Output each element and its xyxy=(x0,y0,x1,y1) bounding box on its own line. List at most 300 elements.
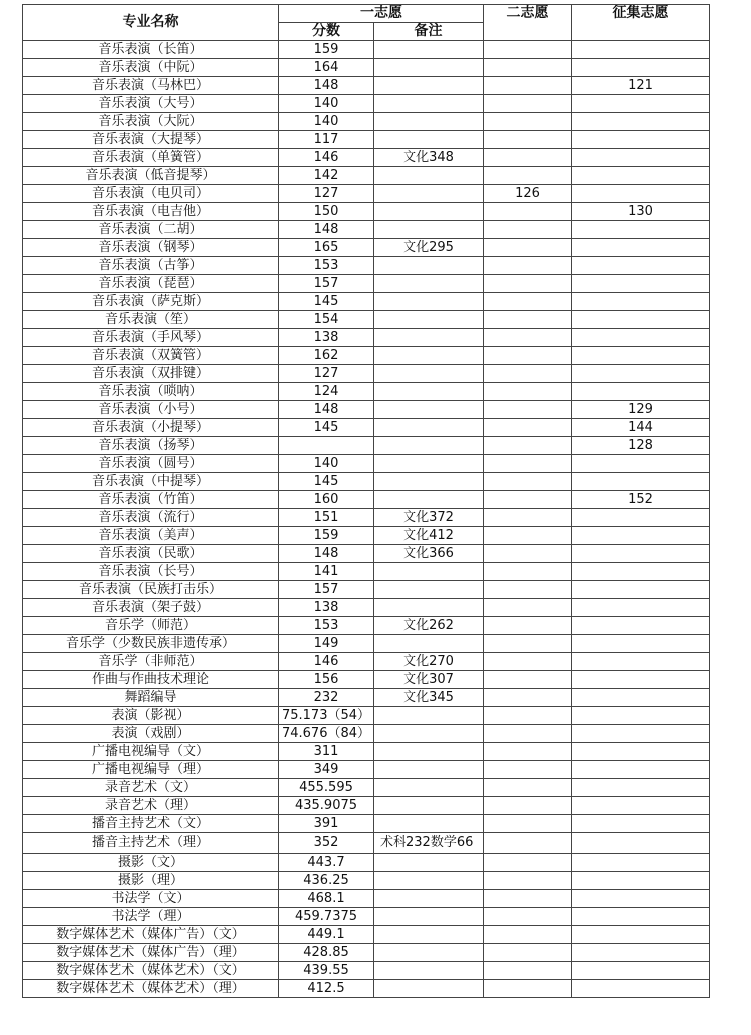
cell-second-choice xyxy=(484,329,572,347)
cell-note xyxy=(374,599,484,617)
cell-second-choice xyxy=(484,707,572,725)
cell-note xyxy=(374,329,484,347)
cell-levy-choice xyxy=(572,797,710,815)
cell-second-choice xyxy=(484,797,572,815)
cell-major: 录音艺术（文） xyxy=(23,779,279,797)
cell-second-choice xyxy=(484,401,572,419)
cell-note xyxy=(374,908,484,926)
table-row xyxy=(23,962,710,980)
header-note: 备注 xyxy=(374,23,484,41)
cell-major: 音乐表演（手风琴） xyxy=(23,329,279,347)
cell-levy-choice xyxy=(572,599,710,617)
cell-major: 音乐表演（扬琴） xyxy=(23,437,279,455)
cell-note xyxy=(374,113,484,131)
table-row xyxy=(23,908,710,926)
cell-major: 音乐表演（大提琴） xyxy=(23,131,279,149)
cell-note xyxy=(374,131,484,149)
cell-major: 音乐表演（长笛） xyxy=(23,41,279,59)
cell-score: 150 xyxy=(279,203,374,221)
cell-note xyxy=(374,59,484,77)
cell-note xyxy=(374,944,484,962)
cell-note: 文化348 xyxy=(374,149,484,167)
cell-levy-choice xyxy=(572,926,710,944)
cell-note xyxy=(374,203,484,221)
cell-levy-choice xyxy=(572,95,710,113)
cell-score: 156 xyxy=(279,671,374,689)
cell-score: 142 xyxy=(279,167,374,185)
cell-major: 音乐学（少数民族非遗传承） xyxy=(23,635,279,653)
cell-score: 459.7375 xyxy=(279,908,374,926)
cell-second-choice xyxy=(484,854,572,872)
cell-note xyxy=(374,257,484,275)
table-row xyxy=(23,671,710,689)
cell-major: 音乐表演（唢呐） xyxy=(23,383,279,401)
cell-second-choice xyxy=(484,347,572,365)
cell-second-choice xyxy=(484,149,572,167)
cell-score: 151 xyxy=(279,509,374,527)
cell-score: 145 xyxy=(279,473,374,491)
cell-second-choice xyxy=(484,311,572,329)
table-row xyxy=(23,509,710,527)
cell-note xyxy=(374,980,484,998)
cell-note xyxy=(374,95,484,113)
cell-levy-choice xyxy=(572,653,710,671)
cell-score: 159 xyxy=(279,41,374,59)
cell-note xyxy=(374,401,484,419)
cell-second-choice xyxy=(484,581,572,599)
cell-levy-choice xyxy=(572,257,710,275)
table-row xyxy=(23,797,710,815)
cell-levy-choice: 130 xyxy=(572,203,710,221)
cell-note xyxy=(374,293,484,311)
cell-score: 141 xyxy=(279,563,374,581)
table-row xyxy=(23,761,710,779)
cell-major: 数字媒体艺术（媒体艺术）（文） xyxy=(23,962,279,980)
cell-score: 157 xyxy=(279,581,374,599)
cell-score: 140 xyxy=(279,95,374,113)
cell-score: 148 xyxy=(279,77,374,95)
cell-score: 428.85 xyxy=(279,944,374,962)
table-row xyxy=(23,329,710,347)
cell-note xyxy=(374,563,484,581)
cell-score: 449.1 xyxy=(279,926,374,944)
cell-second-choice xyxy=(484,167,572,185)
cell-note xyxy=(374,473,484,491)
cell-note: 文化270 xyxy=(374,653,484,671)
cell-second-choice xyxy=(484,725,572,743)
cell-note xyxy=(374,167,484,185)
header-first-choice: 一志愿 xyxy=(279,5,484,23)
cell-score: 153 xyxy=(279,617,374,635)
cell-note xyxy=(374,707,484,725)
cell-score: 439.55 xyxy=(279,962,374,980)
cell-second-choice xyxy=(484,617,572,635)
cell-note xyxy=(374,437,484,455)
cell-second-choice xyxy=(484,365,572,383)
cell-levy-choice xyxy=(572,689,710,707)
cell-note xyxy=(374,491,484,509)
cell-score: 148 xyxy=(279,401,374,419)
table-row xyxy=(23,635,710,653)
table-row xyxy=(23,725,710,743)
cell-score: 138 xyxy=(279,599,374,617)
cell-second-choice xyxy=(484,779,572,797)
cell-second-choice xyxy=(484,419,572,437)
cell-major: 音乐表演（马林巴） xyxy=(23,77,279,95)
cell-major: 音乐表演（架子鼓） xyxy=(23,599,279,617)
cell-note xyxy=(374,761,484,779)
cell-major: 音乐表演（电吉他） xyxy=(23,203,279,221)
table-row xyxy=(23,926,710,944)
cell-note xyxy=(374,275,484,293)
admission-score-table xyxy=(22,4,710,998)
table-row xyxy=(23,491,710,509)
cell-major: 音乐表演（二胡） xyxy=(23,221,279,239)
cell-levy-choice xyxy=(572,779,710,797)
cell-score: 127 xyxy=(279,185,374,203)
cell-note xyxy=(374,365,484,383)
table-row xyxy=(23,185,710,203)
cell-levy-choice xyxy=(572,908,710,926)
cell-note: 文化307 xyxy=(374,671,484,689)
table-row xyxy=(23,203,710,221)
cell-note: 文化412 xyxy=(374,527,484,545)
header-levy-choice: 征集志愿 xyxy=(572,5,710,41)
cell-levy-choice xyxy=(572,185,710,203)
cell-score: 146 xyxy=(279,149,374,167)
cell-score: 165 xyxy=(279,239,374,257)
cell-levy-choice xyxy=(572,890,710,908)
cell-score: 443.7 xyxy=(279,854,374,872)
cell-note xyxy=(374,797,484,815)
cell-note xyxy=(374,347,484,365)
cell-score: 468.1 xyxy=(279,890,374,908)
cell-score: 145 xyxy=(279,293,374,311)
cell-second-choice xyxy=(484,113,572,131)
cell-major: 音乐表演（民族打击乐） xyxy=(23,581,279,599)
cell-major: 书法学（文） xyxy=(23,890,279,908)
cell-levy-choice xyxy=(572,944,710,962)
table-row xyxy=(23,473,710,491)
cell-score: 140 xyxy=(279,113,374,131)
cell-note: 术科232数学66 xyxy=(374,833,484,854)
cell-score: 311 xyxy=(279,743,374,761)
cell-second-choice xyxy=(484,926,572,944)
table-row xyxy=(23,653,710,671)
cell-note xyxy=(374,185,484,203)
table-row xyxy=(23,401,710,419)
cell-levy-choice xyxy=(572,383,710,401)
cell-second-choice xyxy=(484,257,572,275)
cell-second-choice xyxy=(484,815,572,833)
cell-second-choice xyxy=(484,275,572,293)
cell-levy-choice xyxy=(572,617,710,635)
cell-major: 音乐表演（中阮） xyxy=(23,59,279,77)
cell-levy-choice: 144 xyxy=(572,419,710,437)
table-row xyxy=(23,347,710,365)
table-row xyxy=(23,689,710,707)
cell-score xyxy=(279,437,374,455)
cell-levy-choice xyxy=(572,473,710,491)
cell-score: 127 xyxy=(279,365,374,383)
cell-major: 音乐表演（双簧管） xyxy=(23,347,279,365)
table-row xyxy=(23,545,710,563)
cell-levy-choice xyxy=(572,239,710,257)
cell-second-choice xyxy=(484,509,572,527)
cell-levy-choice xyxy=(572,815,710,833)
cell-levy-choice xyxy=(572,854,710,872)
cell-major: 摄影（理） xyxy=(23,872,279,890)
table-row xyxy=(23,455,710,473)
table-row xyxy=(23,872,710,890)
cell-score: 436.25 xyxy=(279,872,374,890)
cell-major: 音乐表演（竹笛） xyxy=(23,491,279,509)
cell-note xyxy=(374,419,484,437)
cell-major: 音乐表演（中提琴） xyxy=(23,473,279,491)
cell-second-choice xyxy=(484,944,572,962)
cell-levy-choice xyxy=(572,725,710,743)
cell-levy-choice xyxy=(572,761,710,779)
cell-second-choice xyxy=(484,437,572,455)
cell-note xyxy=(374,383,484,401)
cell-note: 文化345 xyxy=(374,689,484,707)
cell-levy-choice xyxy=(572,221,710,239)
cell-major: 表演（戏剧） xyxy=(23,725,279,743)
cell-major: 广播电视编导（理） xyxy=(23,761,279,779)
cell-second-choice xyxy=(484,872,572,890)
cell-levy-choice xyxy=(572,167,710,185)
cell-major: 摄影（文） xyxy=(23,854,279,872)
cell-major: 音乐表演（单簧管） xyxy=(23,149,279,167)
cell-levy-choice xyxy=(572,149,710,167)
cell-note xyxy=(374,41,484,59)
cell-second-choice xyxy=(484,671,572,689)
cell-note: 文化372 xyxy=(374,509,484,527)
cell-major: 音乐表演（古筝） xyxy=(23,257,279,275)
cell-score: 138 xyxy=(279,329,374,347)
cell-second-choice xyxy=(484,635,572,653)
cell-score: 154 xyxy=(279,311,374,329)
cell-second-choice xyxy=(484,95,572,113)
table-row xyxy=(23,41,710,59)
cell-major: 音乐表演（小提琴） xyxy=(23,419,279,437)
cell-note xyxy=(374,221,484,239)
table-row xyxy=(23,77,710,95)
cell-score: 146 xyxy=(279,653,374,671)
table-row xyxy=(23,779,710,797)
table-row xyxy=(23,59,710,77)
cell-score: 352 xyxy=(279,833,374,854)
cell-major: 音乐表演（流行） xyxy=(23,509,279,527)
table-row xyxy=(23,419,710,437)
cell-major: 音乐表演（低音提琴） xyxy=(23,167,279,185)
cell-score: 148 xyxy=(279,221,374,239)
cell-major: 数字媒体艺术（媒体艺术）（理） xyxy=(23,980,279,998)
cell-second-choice xyxy=(484,527,572,545)
cell-second-choice xyxy=(484,599,572,617)
cell-major: 音乐表演（笙） xyxy=(23,311,279,329)
cell-second-choice xyxy=(484,908,572,926)
cell-score: 117 xyxy=(279,131,374,149)
cell-major: 音乐学（非师范） xyxy=(23,653,279,671)
table-row xyxy=(23,815,710,833)
cell-levy-choice xyxy=(572,59,710,77)
cell-second-choice xyxy=(484,833,572,854)
table-row xyxy=(23,131,710,149)
cell-note xyxy=(374,455,484,473)
cell-major: 音乐表演（大号） xyxy=(23,95,279,113)
table-row xyxy=(23,167,710,185)
cell-levy-choice xyxy=(572,581,710,599)
cell-levy-choice: 129 xyxy=(572,401,710,419)
cell-second-choice xyxy=(484,962,572,980)
cell-score: 391 xyxy=(279,815,374,833)
cell-score: 153 xyxy=(279,257,374,275)
cell-second-choice xyxy=(484,77,572,95)
cell-score: 149 xyxy=(279,635,374,653)
cell-second-choice xyxy=(484,890,572,908)
cell-score: 162 xyxy=(279,347,374,365)
cell-second-choice xyxy=(484,491,572,509)
cell-score: 412.5 xyxy=(279,980,374,998)
table-row xyxy=(23,275,710,293)
cell-second-choice xyxy=(484,761,572,779)
table-row xyxy=(23,944,710,962)
table-row xyxy=(23,563,710,581)
cell-levy-choice: 152 xyxy=(572,491,710,509)
cell-second-choice xyxy=(484,293,572,311)
cell-levy-choice xyxy=(572,671,710,689)
cell-note xyxy=(374,581,484,599)
cell-levy-choice: 128 xyxy=(572,437,710,455)
table-row xyxy=(23,743,710,761)
cell-score: 124 xyxy=(279,383,374,401)
cell-major: 音乐表演（民歌） xyxy=(23,545,279,563)
cell-note xyxy=(374,872,484,890)
table-row xyxy=(23,311,710,329)
table-row xyxy=(23,527,710,545)
table-row xyxy=(23,257,710,275)
cell-levy-choice xyxy=(572,293,710,311)
cell-note xyxy=(374,779,484,797)
cell-levy-choice xyxy=(572,131,710,149)
cell-major: 音乐表演（大阮） xyxy=(23,113,279,131)
cell-major: 播音主持艺术（文） xyxy=(23,815,279,833)
table-row xyxy=(23,149,710,167)
cell-second-choice xyxy=(484,545,572,563)
cell-levy-choice xyxy=(572,347,710,365)
cell-major: 音乐表演（美声） xyxy=(23,527,279,545)
cell-major: 表演（影视） xyxy=(23,707,279,725)
cell-major: 音乐表演（小号） xyxy=(23,401,279,419)
cell-levy-choice xyxy=(572,980,710,998)
cell-levy-choice xyxy=(572,635,710,653)
cell-major: 播音主持艺术（理） xyxy=(23,833,279,854)
cell-score: 455.595 xyxy=(279,779,374,797)
cell-levy-choice xyxy=(572,113,710,131)
table-row xyxy=(23,95,710,113)
cell-levy-choice xyxy=(572,962,710,980)
cell-second-choice xyxy=(484,455,572,473)
cell-major: 音乐表演（长号） xyxy=(23,563,279,581)
table-row xyxy=(23,617,710,635)
cell-score: 349 xyxy=(279,761,374,779)
cell-note xyxy=(374,926,484,944)
cell-levy-choice xyxy=(572,527,710,545)
cell-note xyxy=(374,962,484,980)
cell-note: 文化366 xyxy=(374,545,484,563)
cell-note xyxy=(374,890,484,908)
cell-score: 435.9075 xyxy=(279,797,374,815)
header-major: 专业名称 xyxy=(23,5,279,41)
cell-score: 232 xyxy=(279,689,374,707)
cell-second-choice xyxy=(484,563,572,581)
cell-levy-choice xyxy=(572,41,710,59)
table-row xyxy=(23,239,710,257)
cell-levy-choice xyxy=(572,455,710,473)
cell-note: 文化262 xyxy=(374,617,484,635)
cell-score: 75.173（54） xyxy=(279,707,374,725)
cell-levy-choice xyxy=(572,872,710,890)
cell-score: 145 xyxy=(279,419,374,437)
cell-major: 数字媒体艺术（媒体广告）（理） xyxy=(23,944,279,962)
cell-score: 164 xyxy=(279,59,374,77)
cell-levy-choice xyxy=(572,545,710,563)
table-row xyxy=(23,437,710,455)
cell-levy-choice xyxy=(572,743,710,761)
cell-levy-choice xyxy=(572,365,710,383)
cell-second-choice xyxy=(484,980,572,998)
cell-major: 舞蹈编导 xyxy=(23,689,279,707)
cell-score: 157 xyxy=(279,275,374,293)
cell-score: 159 xyxy=(279,527,374,545)
cell-note xyxy=(374,743,484,761)
cell-score: 148 xyxy=(279,545,374,563)
cell-second-choice: 126 xyxy=(484,185,572,203)
cell-levy-choice xyxy=(572,311,710,329)
cell-levy-choice xyxy=(572,833,710,854)
cell-major: 广播电视编导（文） xyxy=(23,743,279,761)
cell-note xyxy=(374,635,484,653)
cell-second-choice xyxy=(484,653,572,671)
cell-second-choice xyxy=(484,203,572,221)
cell-note xyxy=(374,854,484,872)
cell-major: 数字媒体艺术（媒体广告）（文） xyxy=(23,926,279,944)
cell-levy-choice xyxy=(572,329,710,347)
cell-levy-choice xyxy=(572,275,710,293)
cell-second-choice xyxy=(484,59,572,77)
table-row xyxy=(23,365,710,383)
cell-note xyxy=(374,815,484,833)
cell-major: 音乐表演（圆号） xyxy=(23,455,279,473)
cell-second-choice xyxy=(484,689,572,707)
cell-second-choice xyxy=(484,131,572,149)
cell-score: 160 xyxy=(279,491,374,509)
cell-levy-choice: 121 xyxy=(572,77,710,95)
cell-note: 文化295 xyxy=(374,239,484,257)
table-row xyxy=(23,890,710,908)
cell-second-choice xyxy=(484,743,572,761)
cell-second-choice xyxy=(484,41,572,59)
cell-score: 140 xyxy=(279,455,374,473)
cell-major: 音乐表演（萨克斯） xyxy=(23,293,279,311)
cell-major: 作曲与作曲技术理论 xyxy=(23,671,279,689)
cell-score: 74.676（84） xyxy=(279,725,374,743)
table-row xyxy=(23,599,710,617)
table-row xyxy=(23,221,710,239)
cell-major: 音乐表演（双排键） xyxy=(23,365,279,383)
table-row xyxy=(23,980,710,998)
